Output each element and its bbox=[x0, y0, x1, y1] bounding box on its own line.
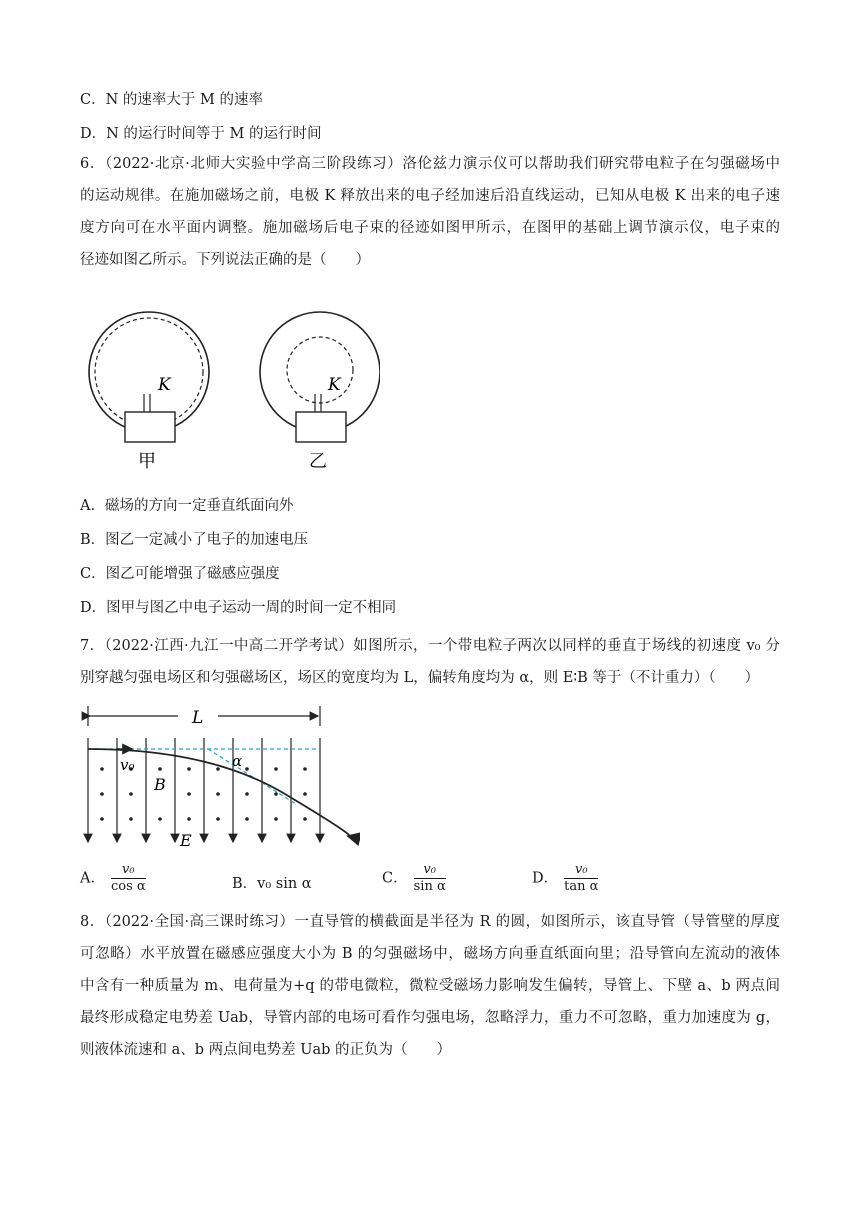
q6-option-a: A．磁场的方向一定垂直纸面向外 bbox=[80, 498, 294, 514]
q7-option-c-label: C． bbox=[382, 870, 408, 887]
q7-option-a bbox=[80, 862, 146, 895]
q6-line-4: 径迹如图乙所示。下列说法正确的是（ ） bbox=[80, 252, 370, 268]
q6-figure bbox=[80, 300, 380, 480]
q6-line-1: 6．（2022·北京·北师大实验中学高三阶段练习）洛伦兹力演示仪可以帮助我们研究带电粒子在匀强磁场中 bbox=[80, 156, 780, 172]
q7-option-c-numerator: v₀ bbox=[414, 862, 446, 879]
q5-option-c: C．N 的速率大于 M 的速率 bbox=[80, 92, 263, 108]
fig-a-electrode-label: K bbox=[158, 375, 171, 395]
q7-option-c-fraction bbox=[414, 862, 446, 895]
fig-alpha-label: α bbox=[232, 752, 243, 770]
q7-option-c bbox=[382, 862, 446, 895]
q7-option-b-text: v₀ sin α bbox=[257, 876, 312, 892]
q7-option-b bbox=[232, 872, 312, 893]
fig-a-apparatus bbox=[89, 312, 209, 472]
fig-b-label: B bbox=[154, 775, 166, 794]
q6-line-3: 度方向可在水平面内调整。施加磁场后电子束的径迹如图甲所示，在图甲的基础上调节演示仪，电子束的 bbox=[80, 220, 780, 236]
q8-line-1: 8．（2022·全国·高三课时练习）一直导管的横截面是半径为 R 的圆，如图所示，该直导管（导管壁的厚度 bbox=[80, 914, 780, 930]
q7-option-d-numerator: v₀ bbox=[564, 862, 598, 879]
q7-option-b-label: B． bbox=[232, 876, 258, 892]
q7-option-d-fraction bbox=[564, 862, 598, 895]
q8-line-5: 则液体流速和 a、b 两点间电势差 Uab 的正负为（ ） bbox=[80, 1042, 452, 1058]
q7-line-1: 7．（2022·江西·九江一中高二开学考试）如图所示，一个带电粒子两次以同样的垂直于场线的初速度 v₀ 分 bbox=[80, 638, 780, 654]
fig-a-label: 甲 bbox=[138, 451, 156, 472]
q7-stem bbox=[80, 630, 780, 694]
q6-line-2: 的运动规律。在施加磁场之前，电极 K 释放出来的电子经加速后沿直线运动，已知从电极 K 出来的电子速 bbox=[80, 188, 780, 204]
q6-stem bbox=[80, 148, 780, 276]
q7-option-d-denominator: tan α bbox=[564, 879, 599, 894]
q8-line-3: 中含有一种质量为 m、电荷量为+q 的带电微粒，微粒受磁场力影响发生偏转，导管上、下壁 a、b 两点间 bbox=[80, 978, 780, 994]
q5-option-d: D．N 的运行时间等于 M 的运行时间 bbox=[80, 126, 322, 142]
q7-option-a-numerator: v₀ bbox=[111, 862, 146, 879]
q6-option-c: C．图乙可能增强了磁感应强度 bbox=[80, 566, 280, 582]
q7-option-a-denominator: cos α bbox=[110, 879, 146, 894]
q7-line-2: 别穿越匀强电场区和匀强磁场区，场区的宽度均为 L，偏转角度均为 α，则 E∶B 等于（不计重力）（ ） bbox=[80, 670, 760, 686]
fig-width-label: L bbox=[192, 708, 204, 728]
electric-field-lines bbox=[88, 738, 320, 842]
q7-option-d bbox=[532, 862, 598, 895]
q6-option-d: D．图甲与图乙中电子运动一周的时间一定不相同 bbox=[80, 600, 397, 616]
fig-e-label: E bbox=[180, 831, 192, 850]
q7-option-a-fraction bbox=[111, 862, 146, 895]
q6-option-b: B．图乙一定减小了电子的加速电压 bbox=[80, 532, 309, 548]
q8-line-2: 可忽略）水平放置在磁感应强度大小为 B 的匀强磁场中，磁场方向垂直纸面向里；沿导管向左流动的液体 bbox=[80, 946, 780, 962]
q7-option-c-denominator: sin α bbox=[413, 879, 446, 894]
q8-line-4: 最终形成稳定电势差 Uab，导管内部的电场可看作匀强电场，忽略浮力，重力不可忽略，重力加速度为 g， bbox=[80, 1010, 780, 1026]
q7-field-figure bbox=[80, 704, 360, 854]
fig-v0-label: v₀ bbox=[120, 756, 135, 774]
q7-option-a-label: A． bbox=[80, 870, 105, 887]
q8-stem bbox=[80, 906, 780, 1066]
fig-b-apparatus bbox=[260, 312, 380, 472]
q7-option-d-label: D． bbox=[532, 870, 559, 887]
fig-b-electrode-label: K bbox=[328, 375, 341, 395]
fig-b-label: 乙 bbox=[309, 451, 327, 472]
